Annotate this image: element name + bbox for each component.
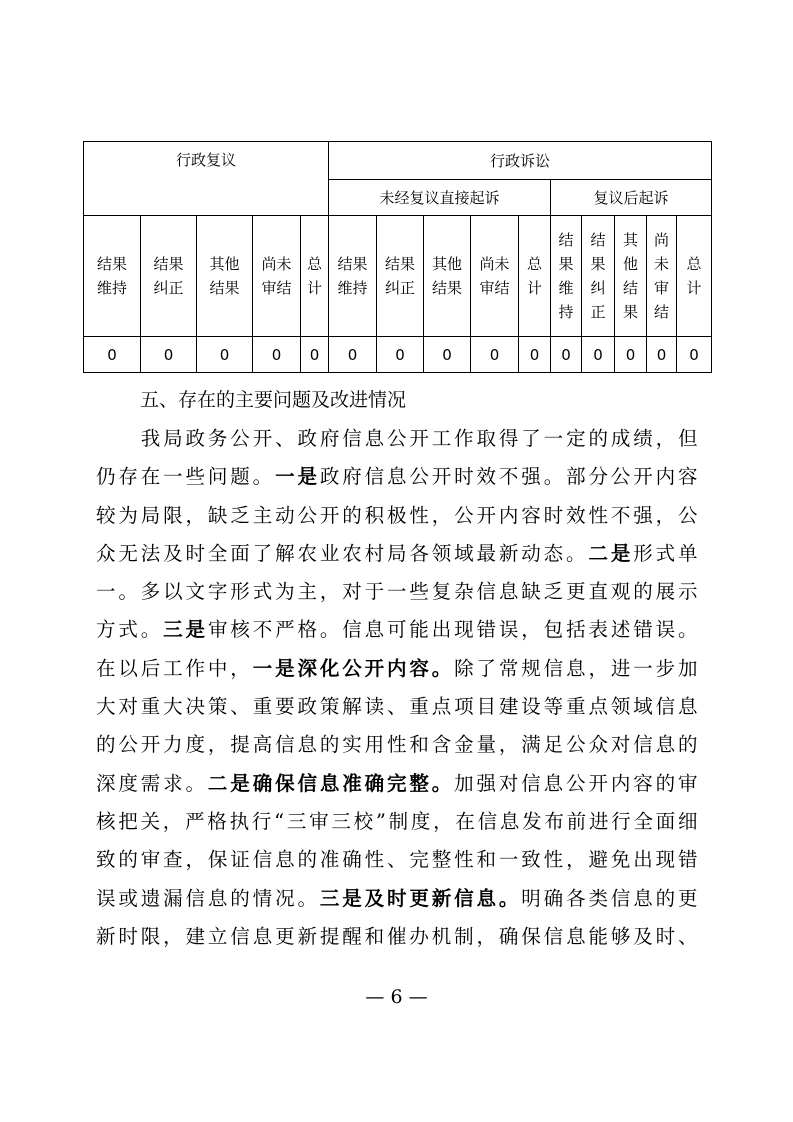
header-admin-litigation-label: 行政诉讼 [490,151,551,170]
column-header-admin-review-col-5 [301,216,329,337]
value-text: 0 [271,345,282,364]
column-header-direct-suit-col-4 [471,216,519,337]
value-cell [329,337,377,373]
value-cell [615,337,647,373]
body-segment: 审核不严格。信息可能出现错误，包括表述错误。 [207,618,698,642]
column-header-admin-review-col-2 [141,216,197,337]
value-text: 0 [593,345,603,364]
body-line [96,765,698,803]
body-segment: 一。多以文字形式为主，对于一些复杂信息缺乏更直观的展示 [96,580,698,604]
value-text: 0 [561,345,571,364]
column-header-suit-after-review-col-4 [647,216,677,337]
value-cell [377,337,424,373]
value-cell [582,337,615,373]
value-cell [253,337,301,373]
emphasis-text: 一是 [275,465,320,489]
column-header-label: 结 果 纠 正 [590,231,606,321]
value-text: 0 [625,345,636,364]
body-line [96,611,698,649]
value-cell [301,337,329,373]
body-segment: 深度需求。 [96,771,208,795]
column-header-label: 总 计 [526,255,542,297]
body-segment: 众无法及时全面了解农业农村局各领域最新动态。 [96,541,589,565]
emphasis-text: 二是 [588,541,634,565]
value-text: 0 [107,345,117,364]
value-text: 0 [442,345,452,364]
value-text: 0 [395,345,405,364]
header-admin-litigation [329,142,712,180]
value-text: 0 [347,345,358,364]
value-text: 0 [219,345,230,364]
header-direct-suit [329,180,551,216]
body-segment: 误或遗漏信息的情况。 [96,886,320,910]
body-segment: 加强对信息公开内容的审 [454,771,698,795]
value-cell [424,337,471,373]
value-text: 0 [656,345,667,364]
column-header-direct-suit-col-5 [519,216,551,337]
body-segment: 较为局限，缺乏主动公开的积极性，公开内容时效性不强，公 [96,503,698,527]
column-header-label: 总 计 [306,255,322,297]
value-cell [197,337,253,373]
value-text: 0 [489,345,500,364]
column-header-admin-review-col-4 [253,216,301,337]
body-segment: 明确各类信息的更 [521,886,698,910]
column-header-suit-after-review-col-3 [615,216,647,337]
column-header-label: 其他 结果 [431,255,462,297]
emphasis-text: 三是 [163,618,208,642]
column-header-label: 其 他 结 果 [622,231,638,321]
column-header-label: 尚未 审结 [479,255,510,297]
column-header-suit-after-review-col-5 [677,216,712,337]
header-suit-after-review [551,180,712,216]
column-header-label: 其他 结果 [209,255,240,297]
value-cell [141,337,197,373]
body-segment: 仍存在一些问题。 [96,465,276,489]
body-segment: 我局政务公开、政府信息公开工作取得了一定的成绩，但 [96,427,698,450]
body-line [96,650,698,688]
emphasis-text: 三是及时更新信息。 [319,886,522,910]
header-direct-suit-label: 未经复议直接起诉 [379,188,500,207]
value-cell [84,337,141,373]
column-header-admin-review-col-3 [197,216,253,337]
body-line [96,573,698,611]
column-header-suit-after-review-col-1 [551,216,582,337]
body-line [96,918,698,956]
column-header-label: 总 计 [686,255,702,297]
admin-review-litigation-table [83,141,712,373]
column-header-direct-suit-col-3 [424,216,471,337]
column-header-label: 尚 未 审 结 [653,231,669,321]
body-segment: 方式。 [96,618,164,642]
body-segment: 的公开力度，提高信息的实用性和含金量，满足公众对信息的 [96,733,698,757]
header-admin-review [84,142,329,216]
value-text: 0 [529,345,540,364]
body-segment: 除了常规信息，进一步加 [454,656,698,680]
column-header-label: 结果 维持 [337,255,368,297]
column-header-direct-suit-col-1 [329,216,377,337]
body-segment: 大对重大决策、重要政策解读、重点项目建设等重点领域信息 [96,695,698,719]
column-header-label: 结果 维持 [96,255,127,297]
header-suit-after-review-label: 复议后起诉 [593,188,669,207]
value-text: 0 [163,345,174,364]
body-line [96,726,698,764]
body-line [96,497,698,535]
value-text: 0 [309,345,320,364]
column-header-admin-review-col-1 [84,216,141,337]
value-cell [471,337,519,373]
body-line [96,803,698,841]
body-line [96,880,698,918]
page-number: — 6 — [365,986,428,1008]
body-line [96,841,698,879]
value-cell [551,337,582,373]
column-header-suit-after-review-col-2 [582,216,615,337]
column-header-label: 结果 纠正 [384,255,415,297]
body-line [96,420,698,458]
value-cell [519,337,551,373]
column-header-label: 结果 纠正 [153,255,184,297]
column-header-label: 结 果 维 持 [558,231,574,321]
header-admin-review-label: 行政复议 [175,151,236,169]
column-header-label: 尚未 审结 [261,255,292,297]
body-segment: 在以后工作中， [96,656,253,680]
body-segment: 新时限，建立信息更新提醒和催办机制，确保信息能够及时、 [96,924,698,948]
body-segment: 核把关，严格执行“三审三校”制度，在信息发布前进行全面细 [96,809,698,833]
body-line [96,535,698,573]
value-cell [647,337,677,373]
body-line [96,688,698,726]
value-text: 0 [689,345,699,364]
value-cell [677,337,712,373]
emphasis-text: 一是深化公开内容。 [252,656,455,680]
section-heading: 五、存在的主要问题及改进情况 [140,389,407,411]
section-body [96,420,698,956]
column-header-direct-suit-col-2 [377,216,424,337]
body-segment: 形式单 [633,541,698,565]
body-segment: 致的审查，保证信息的准确性、完整性和一致性，避免出现错 [96,848,698,872]
body-line [96,458,698,496]
body-segment: 政府信息公开时效不强。部分公开内容 [319,465,698,489]
emphasis-text: 二是确保信息准确完整。 [207,771,455,795]
